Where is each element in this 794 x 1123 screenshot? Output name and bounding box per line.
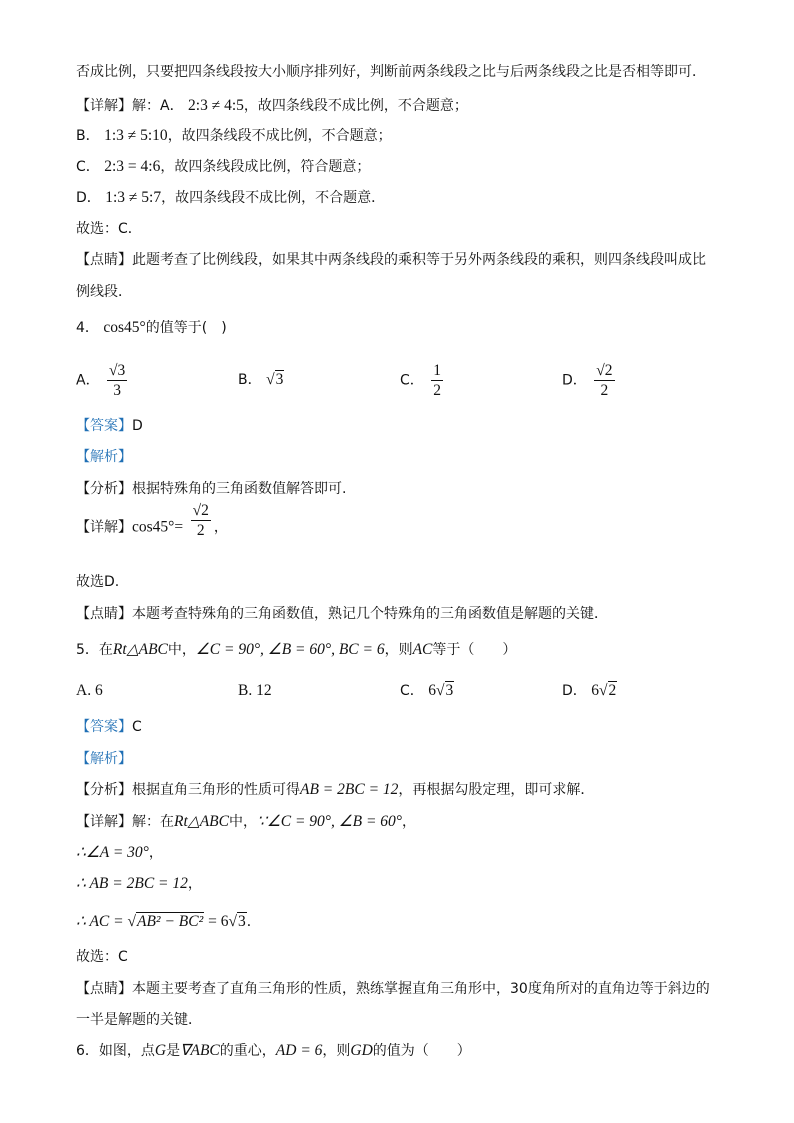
text: 解：在 [132,814,174,830]
detail-tag: 【详解】 [76,98,132,114]
option-label: C． [400,683,424,699]
math: ∠C = 90°, ∠B = 60°, BC = 6 [195,641,385,658]
math: ∴∠A = 30° [76,844,149,861]
sqrt: √3 [266,371,284,388]
remark-line [76,979,710,999]
radicand: 3 [275,371,284,388]
remark-line: 例线段． [76,284,132,300]
question-number: 4． [76,320,99,336]
detail-tag: 【详解】 [76,814,132,830]
text: 中， [228,814,257,830]
remark-line [76,250,706,270]
sqrt: √AB² − BC² [127,913,204,930]
fraction [107,362,127,399]
text: ，故四条线段不成比例，不合题意； [243,98,468,114]
analysis-sub-tag: 【分析】 [76,481,132,497]
radicand: AB² − BC² [137,913,204,930]
fraction [431,362,443,399]
detail-line [76,812,416,832]
math: ∴ AB = 2BC = 12 [76,875,188,892]
text: 本题主要考查了直角三角形的性质，熟练掌握直角三角形中，30度角所对的直角边等于斜边的 [132,981,710,997]
coefficient: 6 [591,682,599,699]
choice-line: 故选：C． [76,221,142,237]
text-line: 否成比例，只要把四条线段按大小顺序排列好，判断前两条线段之比与后两条线段之比是否相等即可． [76,64,706,80]
text: ，故四条线段不成比例，不合题意； [167,128,392,144]
option-label: D． [562,372,587,389]
text: 本题考查特殊角的三角函数值，熟记几个特殊角的三角函数值是解题的关键． [132,606,608,622]
question-6 [76,1041,471,1061]
numerator: √2 [596,362,613,379]
math: GD [350,1042,373,1059]
text: 解：A． [132,98,184,114]
text: 6．如图，点 [76,1043,155,1059]
answer-tag: 【答案】 [76,418,132,434]
text: ， [213,519,228,536]
option-label: A． [76,372,100,389]
option-d [562,681,617,701]
math: cos45° [103,319,146,336]
math: ∵∠C = 90°, ∠B = 60° [256,813,403,830]
math: ∇ABC [180,1042,220,1059]
question-4 [76,318,227,338]
text: ，再根据勾股定理，即可求解． [398,782,595,798]
text: 的重心， [219,1043,276,1059]
numerator: 1 [433,362,441,379]
math: 1:3 ≠ 5:10 [104,127,168,144]
sqrt: √3 [228,913,246,930]
denominator: 3 [113,382,122,399]
text: B． [76,128,100,144]
radicand: 2 [608,682,617,699]
solution-line [76,157,370,177]
text: ，故四条线段成比例，符合题意； [160,159,371,175]
option-c [400,362,446,399]
math: AB = 2BC = 12 [300,781,399,798]
sqrt: √3 [435,682,454,699]
option-a [76,681,103,701]
answer: C [132,719,142,735]
math: ∴ AC = [76,913,128,930]
math: AD = 6 [275,1042,323,1059]
answer: D [132,418,143,434]
remark-line: 一半是解题的关键． [76,1012,202,1028]
radicand: 3 [238,913,246,930]
solution-line [76,188,385,208]
choice-line: 故选D. [76,574,120,590]
option-label: C． [400,372,424,389]
option-b [238,370,284,390]
math: 2:3 = 4:6 [104,158,161,175]
text: ，故四条线段不成比例，不合题意． [161,190,386,206]
math: Rt△ABC [174,813,229,830]
remark-tag: 【点睛】 [76,252,132,268]
option-b [238,681,272,701]
option-label: D． [562,683,587,699]
sqrt: √2 [598,682,617,699]
text: ． [246,914,261,930]
fraction [191,502,211,539]
option-c [400,681,454,701]
remark-tag: 【点睛】 [76,606,132,622]
text: 等于（ ） [432,642,517,658]
text: ， [402,814,417,830]
math: 2:3 ≠ 4:5 [188,97,244,114]
math: = 6 [204,913,229,930]
text: 根据直角三角形的性质可得 [132,782,300,798]
remark-tag: 【点睛】 [76,981,132,997]
choice-line: 故选：C [76,949,128,965]
option-a [76,362,130,399]
solution-line [76,126,392,146]
solution-line [76,96,468,116]
option-label: B． [238,372,262,388]
detail-line [76,502,228,539]
math: AC [412,641,433,658]
text: 中， [167,642,196,658]
detail-tag: 【详解】 [76,519,132,536]
math: Rt△ABC [112,641,168,658]
analysis-tag: 【解析】 [76,751,132,767]
analysis-line [76,780,594,800]
step-line [76,912,261,932]
answer-tag: 【答案】 [76,719,132,735]
numerator: √3 [109,362,126,379]
text: 的值为（ ） [372,1043,471,1059]
option-text: A. 6 [76,682,103,699]
text: 是 [166,1043,181,1059]
denominator: 2 [196,522,205,539]
text: C． [76,159,100,175]
text: ， [187,876,202,892]
denominator: 2 [433,382,441,399]
text: D． [76,190,101,206]
text: 此题考查了比例线段，如果其中两条线段的乘积等于另外两条线段的乘积，则四条线段叫成比 [132,252,706,268]
option-d [562,362,618,399]
numerator: √2 [192,502,209,519]
option-text: B. 12 [238,682,272,699]
math: 1:3 ≠ 5:7 [105,189,162,206]
text: ，则 [384,642,413,658]
question-5 [76,640,516,660]
step-line [76,874,202,894]
step-line [76,843,163,863]
text: ， [148,845,163,861]
question-text: 的值等于( ) [145,320,227,336]
radicand: 3 [445,682,454,699]
fraction [594,362,614,399]
math: cos45°= [132,518,184,536]
text: 根据特殊角的三角函数值解答即可. [132,481,347,497]
text: ，则 [322,1043,351,1059]
analysis-tag: 【解析】 [76,449,132,465]
coefficient: 6 [428,682,436,699]
answer-line [76,416,143,436]
math: G [154,1042,167,1059]
analysis-sub-tag: 【分析】 [76,782,132,798]
text: 5．在 [76,642,113,658]
denominator: 2 [600,382,609,399]
answer-line [76,717,142,737]
remark-line [76,604,608,624]
analysis-line [76,479,346,499]
